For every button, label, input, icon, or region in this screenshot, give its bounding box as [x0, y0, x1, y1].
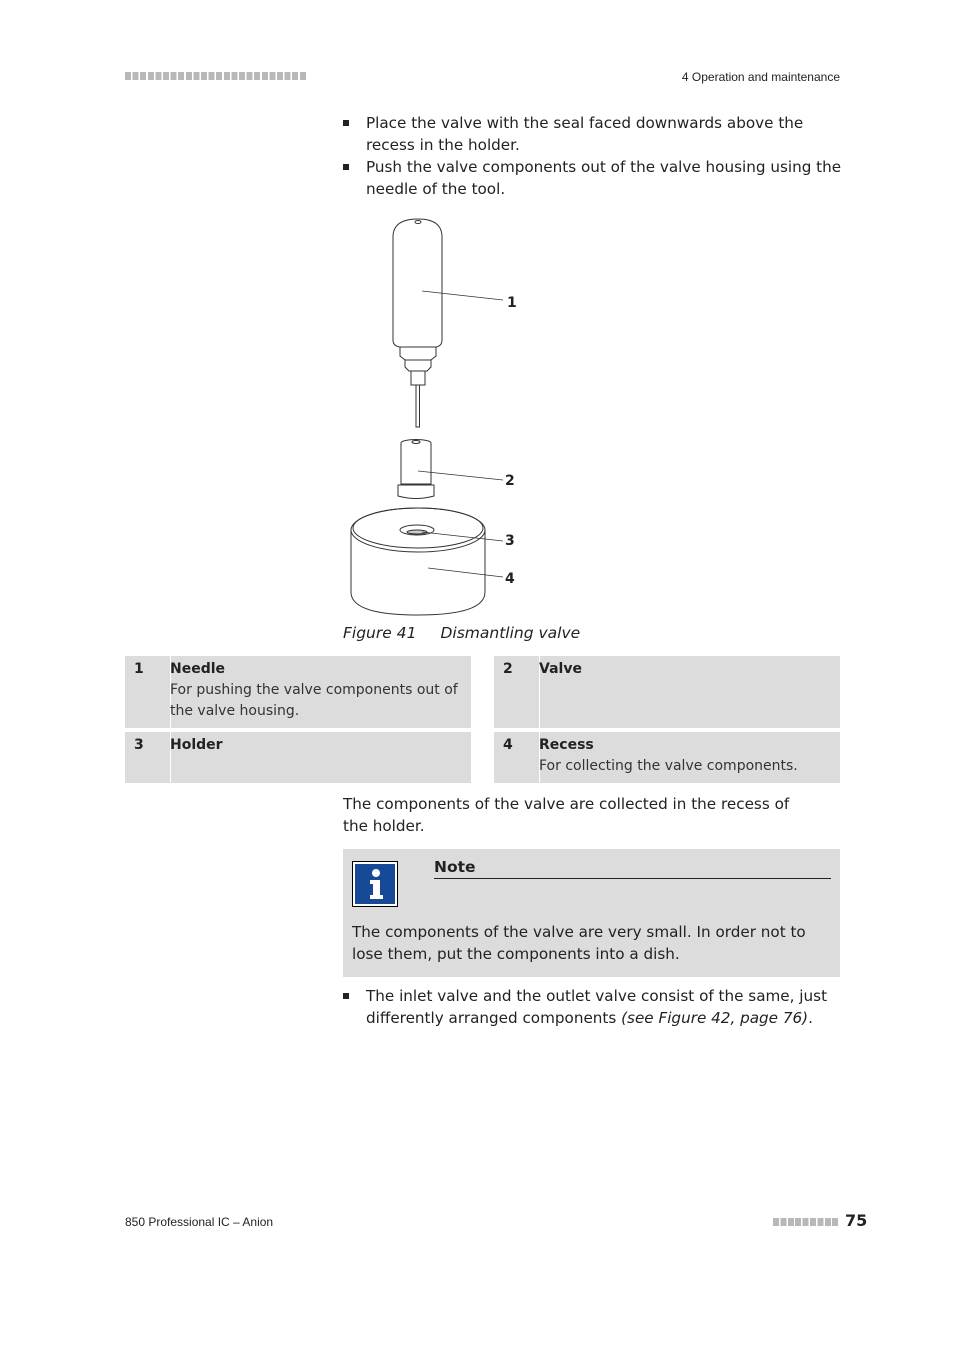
valve-illustration	[340, 215, 540, 620]
dismantling-valve-figure	[340, 215, 540, 620]
note-text: The components of the valve are very small. In order not to lose them, put the components into a dish.	[352, 923, 806, 963]
instruction-list	[343, 985, 843, 1029]
info-icon	[352, 861, 398, 907]
legend-title: Holder	[170, 737, 223, 753]
legend-number: 1	[134, 661, 144, 677]
note-box	[343, 849, 840, 977]
cross-reference-link[interactable]: (see Figure 42, page 76)	[621, 1009, 809, 1027]
instruction-list	[343, 112, 843, 200]
legend-item-holder	[125, 732, 471, 783]
legend-item-recess	[494, 732, 840, 783]
callout-1: 1	[507, 295, 517, 311]
legend-item-valve	[494, 656, 840, 728]
footer-product: 850 Professional IC – Anion	[125, 1215, 274, 1229]
page-number: 75	[845, 1211, 868, 1230]
footer-decoration	[773, 1218, 839, 1226]
figure-title: Dismantling valve	[440, 624, 581, 642]
list-item: Push the valve components out of the valve housing using the needle of the tool.	[343, 156, 843, 200]
figure-label: Figure 41	[343, 624, 417, 642]
callout-3: 3	[505, 533, 515, 549]
list-item-text: The inlet valve and the outlet valve consist of the same, just differently arranged components	[366, 987, 828, 1027]
legend-item-needle	[125, 656, 471, 728]
callout-2: 2	[505, 473, 515, 489]
note-title: Note	[434, 858, 831, 879]
legend-description: For pushing the valve components out of the valve housing.	[170, 682, 458, 719]
figure-caption	[343, 624, 580, 642]
list-item	[343, 985, 843, 1029]
callout-4: 4	[505, 571, 515, 587]
legend-number: 3	[134, 737, 144, 753]
body-paragraph: The components of the valve are collected in the recess of the holder.	[343, 795, 790, 835]
header-decoration	[125, 72, 307, 80]
list-item: Place the valve with the seal faced downwards above the recess in the holder.	[343, 112, 843, 156]
legend-number: 2	[503, 661, 513, 677]
list-item-end: .	[808, 1009, 813, 1027]
legend-description: For collecting the valve components.	[539, 758, 798, 774]
legend-title: Needle	[170, 661, 226, 677]
legend-number: 4	[503, 737, 513, 753]
legend-title: Valve	[539, 661, 582, 677]
section-header: 4 Operation and maintenance	[681, 70, 840, 84]
legend-title: Recess	[539, 737, 594, 753]
